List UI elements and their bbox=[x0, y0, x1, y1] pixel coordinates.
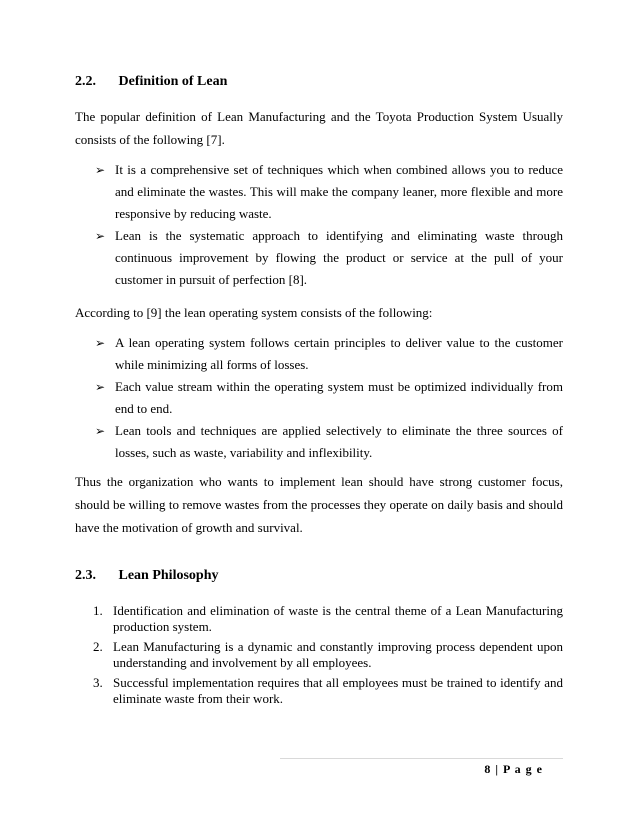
paragraph-text: Thus the organization who wants to implement lean should have strong customer focus, should be willing to remove wastes from the processes they operate on daily basis and should have the motivation of growth and survival. bbox=[75, 474, 563, 535]
bullet-list-operating-system bbox=[95, 332, 563, 464]
paragraph-text: The popular definition of Lean Manufacturing and the Toyota Production System Usually consists of the following [7]. bbox=[75, 109, 563, 147]
footer-separator: | bbox=[495, 762, 499, 776]
list-item bbox=[95, 332, 563, 376]
section-title: Definition of Lean bbox=[118, 74, 228, 89]
bullet-list-definitions bbox=[95, 159, 563, 291]
list-item-text: Lean is the systematic approach to identifying and eliminating waste through continuous improvement by flowing the product or service at the pull of your customer in pursuit of perfection [8]. bbox=[115, 228, 563, 287]
numbered-list-philosophy bbox=[93, 603, 563, 711]
section-heading-2-3 bbox=[75, 568, 218, 584]
list-number: 2. bbox=[93, 639, 103, 654]
section-heading-2-2 bbox=[75, 74, 227, 90]
section-title: Lean Philosophy bbox=[118, 568, 219, 583]
according-paragraph bbox=[75, 301, 563, 324]
arrow-bullet-icon: ➢ bbox=[95, 424, 106, 438]
paragraph-text: According to [9] the lean operating system consists of the following: bbox=[75, 305, 433, 320]
intro-paragraph bbox=[75, 105, 563, 151]
list-item-text: Lean Manufacturing is a dynamic and constantly improving process dependent upon understanding and involvement by all employees. bbox=[113, 639, 563, 670]
conclusion-paragraph bbox=[75, 470, 563, 539]
list-item-text: A lean operating system follows certain principles to deliver value to the customer while minimizing all forms of losses. bbox=[115, 335, 563, 372]
list-item bbox=[95, 225, 563, 291]
arrow-bullet-icon: ➢ bbox=[95, 229, 106, 243]
arrow-bullet-icon: ➢ bbox=[95, 163, 106, 177]
list-item-text: Successful implementation requires that all employees must be trained to identify and eliminate waste from their work. bbox=[113, 675, 563, 706]
list-item-text: Each value stream within the operating system must be optimized individually from end to end. bbox=[115, 379, 563, 416]
list-item-text: Lean tools and techniques are applied selectively to eliminate the three sources of losses, such as waste, variability and inflexibility. bbox=[115, 423, 563, 460]
page-number: 8 bbox=[484, 762, 492, 776]
list-item bbox=[93, 639, 563, 671]
list-item bbox=[95, 376, 563, 420]
list-item bbox=[95, 159, 563, 225]
arrow-bullet-icon: ➢ bbox=[95, 336, 106, 350]
footer-divider bbox=[280, 758, 563, 759]
page-footer bbox=[484, 762, 543, 777]
list-number: 3. bbox=[93, 675, 103, 690]
list-item-text: Identification and elimination of waste is the central theme of a Lean Manufacturing production system. bbox=[113, 603, 563, 634]
list-item bbox=[95, 420, 563, 464]
list-item bbox=[93, 675, 563, 707]
section-number: 2.3. bbox=[75, 568, 96, 583]
list-item bbox=[93, 603, 563, 635]
page-label: P a g e bbox=[503, 762, 543, 776]
arrow-bullet-icon: ➢ bbox=[95, 380, 106, 394]
section-number: 2.2. bbox=[75, 74, 96, 89]
list-item-text: It is a comprehensive set of techniques which when combined allows you to reduce and eliminate the wastes. This will make the company leaner, more flexible and more responsive by reducing waste. bbox=[115, 162, 563, 221]
list-number: 1. bbox=[93, 603, 103, 618]
